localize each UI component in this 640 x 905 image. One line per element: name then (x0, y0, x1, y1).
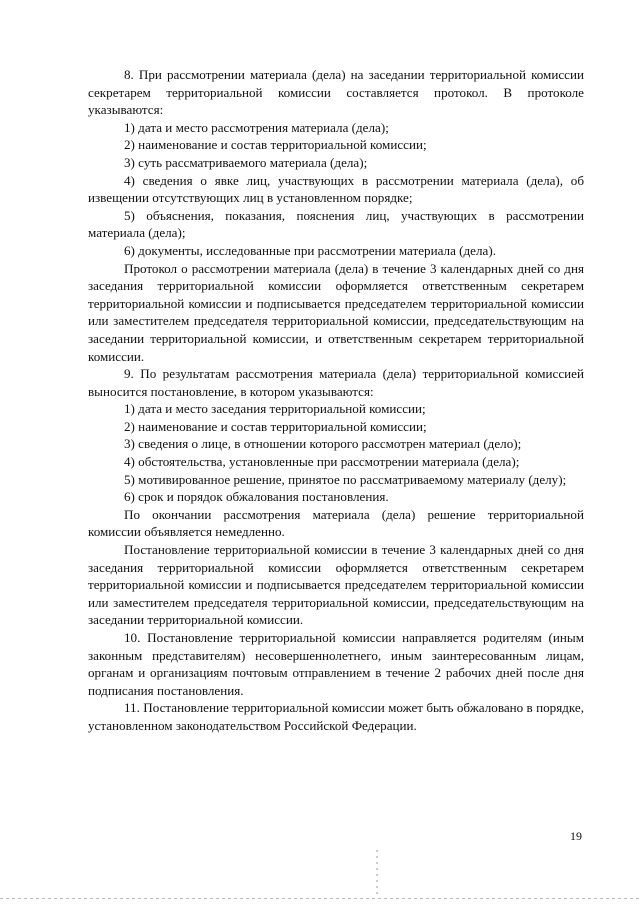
paragraph-10: 10. Постановление территориальной комиссии направляется родителям (иным законным представителям) несовершеннолетнего, иным заинтересованным лицам, органам и организациям почтовым отправлением в течение 2 рабочих дней после дня подписания постановления. (88, 630, 584, 698)
list-item: 2) наименование и состав территориальной комиссии; (124, 137, 427, 153)
list-item: 3) суть рассматриваемого материала (дела); (124, 154, 368, 170)
paragraph-9-intro: 9. По результатам рассмотрения материала (дела) территориальной комиссией выносится постановление, в котором указываются: (88, 366, 584, 399)
list-item: 6) документы, исследованные при рассмотрении материала (дела). (124, 242, 496, 258)
scan-artifact (376, 850, 378, 894)
list-item: 4) сведения о явке лиц, участвующих в рассмотрении материала (дела), об извещении отсутствующих лиц в установленном порядке; (88, 172, 584, 206)
list-item: 5) мотивированное решение, принятое по рассматриваемому материалу (делу); (124, 471, 567, 487)
paragraph-11: 11. Постановление территориальной комиссии может быть обжаловано в порядке, установленном законодательством Российской Федерации. (88, 700, 584, 733)
list-item: 1) дата и место рассмотрения материала (дела); (124, 119, 389, 135)
list-item: 5) объяснения, показания, пояснения лиц, участвующих в рассмотрении материала (дела); (88, 207, 584, 241)
list-item: 1) дата и место заседания территориальной комиссии; (124, 401, 426, 417)
paragraph-resolution: Постановление территориальной комиссии в течение 3 календарных дней со дня заседания территориальной комиссии оформляется ответственным секретарем территориальной комиссии и подписывается председателем территориальной комиссии или заместителем председателя территориальной комиссии, председательствующим на заседании территориальной комиссии. (88, 542, 584, 628)
page-number: 19 (570, 829, 582, 843)
page-edge-line (0, 898, 640, 899)
paragraph-announcement: По окончании рассмотрения материала (дела) решение территориальной комиссии объявляется немедленно. (88, 506, 584, 540)
list-item: 3) сведения о лице, в отношении которого рассмотрен материал (дело); (124, 436, 522, 452)
list-item: 4) обстоятельства, установленные при рассмотрении материала (дела); (124, 454, 520, 470)
document-body (88, 66, 584, 735)
paragraph-protocol: Протокол о рассмотрении материала (дела) в течение 3 календарных дней со дня заседания территориальной комиссии оформляется ответственным секретарем территориальной комиссии и подписывается председателем территориальной комиссии или заместителем председателя территориальной комиссии, председательствующим на заседании территориальной комиссии, и ответственным секретарем территориальной комиссии. (88, 260, 584, 364)
paragraph-8-intro: 8. При рассмотрении материала (дела) на заседании территориальной комиссии секретарем территориальной комиссии составляется протокол. В протоколе указываются: (88, 67, 584, 118)
list-item: 2) наименование и состав территориальной комиссии; (124, 418, 427, 434)
list-item: 6) срок и порядок обжалования постановления. (124, 489, 389, 505)
